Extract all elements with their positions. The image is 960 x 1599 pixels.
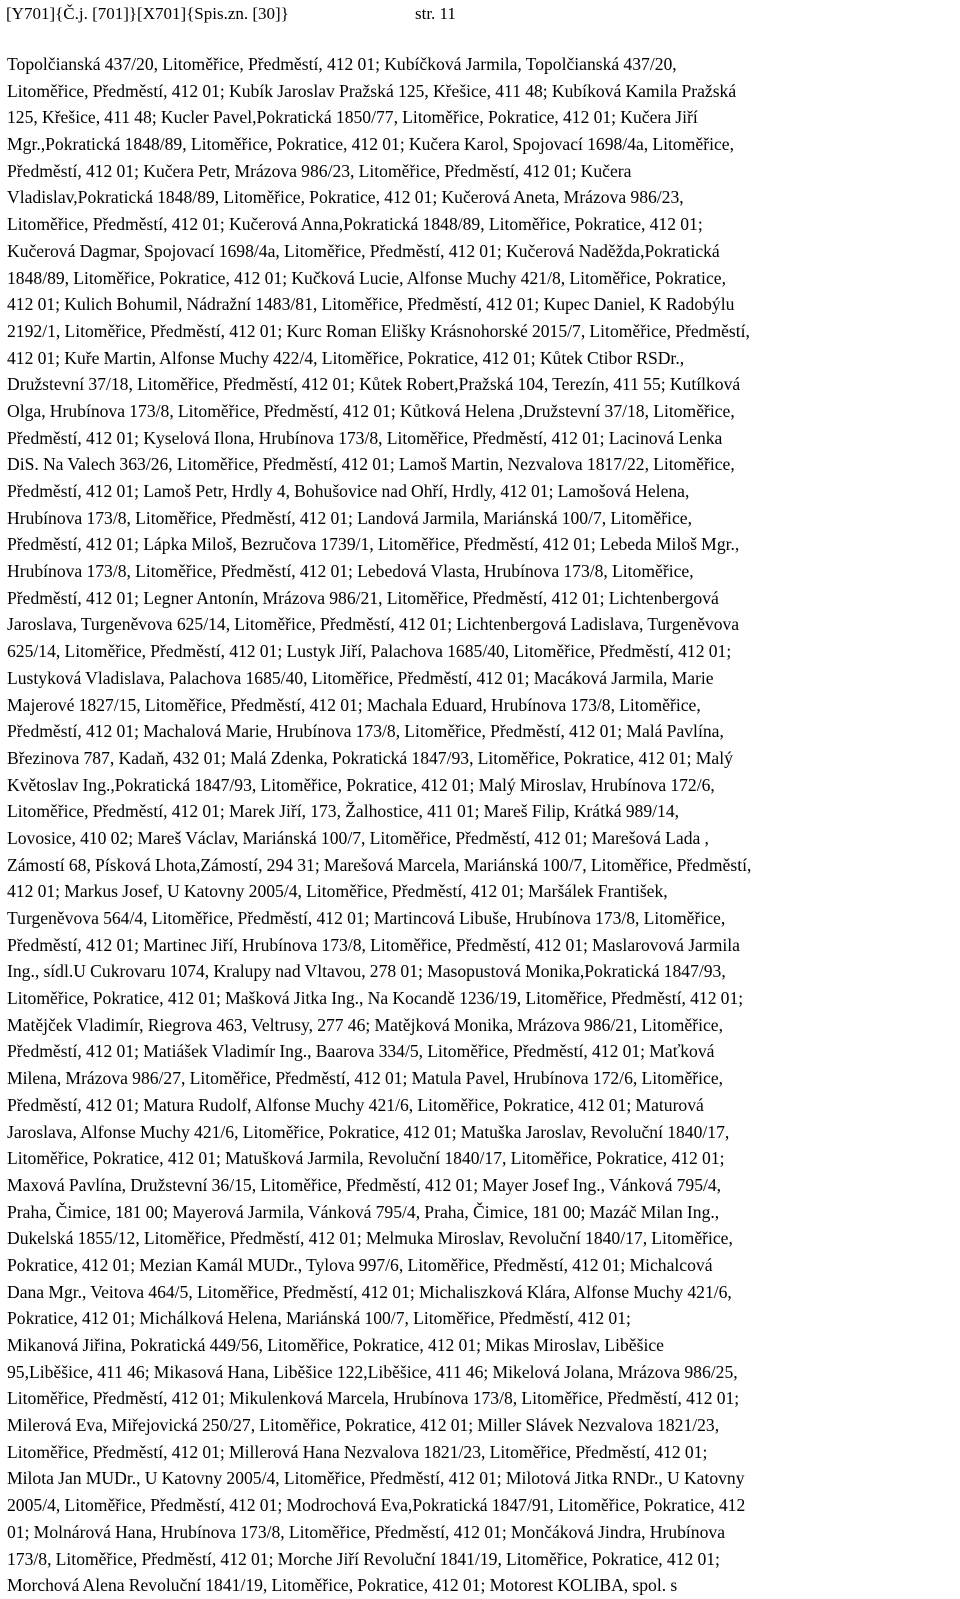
- text-line: 2005/4, Litoměřice, Předměstí, 412 01; Modrochová Eva,Pokratická 1847/91, Litoměřice, Pokratice, 412: [7, 1495, 746, 1516]
- text-line: Pokratice, 412 01; Michálková Helena, Mariánská 100/7, Litoměřice, Předměstí, 412 01;: [7, 1308, 631, 1329]
- text-line: 625/14, Litoměřice, Předměstí, 412 01; Lustyk Jiří, Palachova 1685/40, Litoměřice, Předměstí, 412 01;: [7, 641, 732, 662]
- text-line: Olga, Hrubínova 173/8, Litoměřice, Předměstí, 412 01; Kůtková Helena ,Družstevní 37/18, Litoměřice,: [7, 400, 735, 421]
- text-line: Litoměřice, Předměstí, 412 01; Kučerová Anna,Pokratická 1848/89, Litoměřice, Pokratice, 412 01;: [7, 214, 703, 235]
- text-line: Lovosice, 410 02; Mareš Václav, Mariánská 100/7, Litoměřice, Předměstí, 412 01; Marešová Lada ,: [7, 827, 709, 848]
- text-line: 412 01; Kuře Martin, Alfonse Muchy 422/4, Litoměřice, Pokratice, 412 01; Kůtek Ctibor RSDr.,: [7, 347, 685, 368]
- text-line: Majerové 1827/15, Litoměřice, Předměstí, 412 01; Machala Eduard, Hrubínova 173/8, Litoměřice,: [7, 694, 701, 715]
- text-line: Hrubínova 173/8, Litoměřice, Předměstí, 412 01; Landová Jarmila, Mariánská 100/7, Litoměřice,: [7, 507, 692, 528]
- text-line: Zámostí 68, Písková Lhota,Zámostí, 294 31; Marešová Marcela, Mariánská 100/7, Litoměřice, Předměstí,: [7, 854, 752, 875]
- text-line: Předměstí, 412 01; Lápka Miloš, Bezručova 1739/1, Litoměřice, Předměstí, 412 01; Lebeda Miloš Mgr.,: [7, 534, 740, 555]
- text-line: Litoměřice, Předměstí, 412 01; Kubík Jaroslav Pražská 125, Křešice, 411 48; Kubíková Kamila Pražská: [7, 80, 737, 101]
- text-line: Matějček Vladimír, Riegrova 463, Veltrusy, 277 46; Matějková Monika, Mrázova 986/21, Litoměřice,: [7, 1014, 723, 1035]
- text-line: Vladislav,Pokratická 1848/89, Litoměřice, Pokratice, 412 01; Kučerová Aneta, Mrázova 986/23,: [7, 187, 684, 208]
- text-line: Kučerová Dagmar, Spojovací 1698/4a, Litoměřice, Předměstí, 412 01; Kučerová Naděžda,Pokratická: [7, 240, 720, 261]
- text-line: 2192/1, Litoměřice, Předměstí, 412 01; Kurc Roman Elišky Krásnohorské 2015/7, Litoměřice, Předměstí,: [7, 320, 750, 341]
- text-line: Předměstí, 412 01; Legner Antonín, Mrázova 986/21, Litoměřice, Předměstí, 412 01; Lichtenbergová: [7, 587, 719, 608]
- text-line: Ing., sídl.U Cukrovaru 1074, Kralupy nad Vltavou, 278 01; Masopustová Monika,Pokratická 1847/93,: [7, 961, 726, 982]
- text-line: Květoslav Ing.,Pokratická 1847/93, Litoměřice, Pokratice, 412 01; Malý Miroslav, Hrubínova 172/6,: [7, 774, 715, 795]
- text-line: Předměstí, 412 01; Matiášek Vladimír Ing., Baarova 334/5, Litoměřice, Předměstí, 412 01; Maťková: [7, 1041, 715, 1062]
- text-line: Morchová Alena Revoluční 1841/19, Litoměřice, Pokratice, 412 01; Motorest KOLIBA, spol. s: [7, 1575, 678, 1596]
- page-number: str. 11: [415, 4, 456, 23]
- text-line: Lustyková Vladislava, Palachova 1685/40, Litoměřice, Předměstí, 412 01; Macáková Jarmila, Marie: [7, 667, 714, 688]
- text-line: Předměstí, 412 01; Machalová Marie, Hrubínova 173/8, Litoměřice, Předměstí, 412 01; Malá Pavlína,: [7, 721, 724, 742]
- text-line: Březinova 787, Kadaň, 432 01; Malá Zdenka, Pokratická 1847/93, Litoměřice, Pokratice, 412 01; Malý: [7, 747, 733, 768]
- text-line: 412 01; Markus Josef, U Katovny 2005/4, Litoměřice, Předměstí, 412 01; Maršálek František,: [7, 881, 668, 902]
- text-line: Litoměřice, Předměstí, 412 01; Mikulenková Marcela, Hrubínova 173/8, Litoměřice, Předměstí, 412 01;: [7, 1388, 740, 1409]
- text-line: Dukelská 1855/12, Litoměřice, Předměstí, 412 01; Melmuka Miroslav, Revoluční 1840/17, Litoměřice,: [7, 1228, 733, 1249]
- text-line: Topolčianská 437/20, Litoměřice, Předměstí, 412 01; Kubíčková Jarmila, Topolčianská 437/20,: [7, 54, 677, 74]
- text-line: Praha, Čimice, 181 00; Mayerová Jarmila, Vánková 795/4, Praha, Čimice, 181 00; Mazáč Milan Ing.,: [7, 1201, 720, 1222]
- page-header: [6, 2, 946, 26]
- text-line: Maxová Pavlína, Družstevní 36/15, Litoměřice, Předměstí, 412 01; Mayer Josef Ing., Vánková 795/4,: [7, 1174, 722, 1195]
- text-line: Litoměřice, Předměstí, 412 01; Millerová Hana Nezvalova 1821/23, Litoměřice, Předměstí, 412 01;: [7, 1441, 708, 1462]
- text-line: 125, Křešice, 411 48; Kucler Pavel,Pokratická 1850/77, Litoměřice, Pokratice, 412 01; Kučera Jiří: [7, 107, 698, 128]
- text-line: Jaroslava, Alfonse Muchy 421/6, Litoměřice, Pokratice, 412 01; Matuška Jaroslav, Revoluční 1840/17,: [7, 1121, 730, 1142]
- address-list-text: [7, 51, 953, 1599]
- text-line: Litoměřice, Předměstí, 412 01; Marek Jiří, 173, Žalhostice, 411 01; Mareš Filip, Krátká 989/14,: [7, 801, 680, 822]
- text-line: Předměstí, 412 01; Martinec Jiří, Hrubínova 173/8, Litoměřice, Předměstí, 412 01; Maslarovová Jarmila: [7, 934, 740, 955]
- text-line: Dana Mgr., Veitova 464/5, Litoměřice, Předměstí, 412 01; Michaliszková Klára, Alfonse Muchy 421/6,: [7, 1281, 732, 1302]
- text-line: Jaroslava, Turgeněvova 625/14, Litoměřice, Předměstí, 412 01; Lichtenbergová Ladislava, Turgeněvova: [7, 614, 740, 635]
- text-line: Mikanová Jiřina, Pokratická 449/56, Litoměřice, Pokratice, 412 01; Mikas Miroslav, Liběšice: [7, 1335, 664, 1355]
- text-line: Milota Jan MUDr., U Katovny 2005/4, Litoměřice, Předměstí, 412 01; Milotová Jitka RNDr., U Katovny: [7, 1468, 745, 1489]
- text-line: Mgr.,Pokratická 1848/89, Litoměřice, Pokratice, 412 01; Kučera Karol, Spojovací 1698/4a, Litoměřice,: [7, 134, 734, 155]
- text-line: Pokratice, 412 01; Mezian Kamál MUDr., Tylova 997/6, Litoměřice, Předměstí, 412 01; Michalcová: [7, 1254, 713, 1275]
- text-line: 173/8, Litoměřice, Předměstí, 412 01; Morche Jiří Revoluční 1841/19, Litoměřice, Pokratice, 412 01;: [7, 1548, 720, 1569]
- text-line: Turgeněvova 564/4, Litoměřice, Předměstí, 412 01; Martincová Libuše, Hrubínova 173/8, Litoměřice,: [7, 908, 726, 928]
- text-line: Litoměřice, Pokratice, 412 01; Mašková Jitka Ing., Na Kocandě 1236/19, Litoměřice, Předměstí, 412 01;: [7, 988, 744, 1009]
- text-line: Předměstí, 412 01; Lamoš Petr, Hrdly 4, Bohušovice nad Ohří, Hrdly, 412 01; Lamošová Helena,: [7, 481, 690, 501]
- text-line: 01; Molnárová Hana, Hrubínova 173/8, Litoměřice, Předměstí, 412 01; Mončáková Jindra, Hrubínova: [7, 1521, 726, 1542]
- text-line: Litoměřice, Pokratice, 412 01; Matušková Jarmila, Revoluční 1840/17, Litoměřice, Pokratice, 412 01;: [7, 1148, 725, 1169]
- document-reference: [Y701]{Č.j. [701]}[X701]{Spis.zn. [30]}: [6, 4, 289, 23]
- text-line: DiS. Na Valech 363/26, Litoměřice, Předměstí, 412 01; Lamoš Martin, Nezvalova 1817/22, Litoměřice,: [7, 454, 735, 475]
- text-line: Milerová Eva, Miřejovická 250/27, Litoměřice, Pokratice, 412 01; Miller Slávek Nezvalova 1821/23,: [7, 1415, 720, 1436]
- text-line: 1848/89, Litoměřice, Pokratice, 412 01; Kučková Lucie, Alfonse Muchy 421/8, Litoměřice, Pokratice,: [7, 267, 726, 288]
- text-line: Předměstí, 412 01; Matura Rudolf, Alfonse Muchy 421/6, Litoměřice, Pokratice, 412 01; Maturová: [7, 1094, 704, 1115]
- text-line: Milena, Mrázova 986/27, Litoměřice, Předměstí, 412 01; Matula Pavel, Hrubínova 172/6, Litoměřice,: [7, 1068, 724, 1089]
- text-line: Družstevní 37/18, Litoměřice, Předměstí, 412 01; Kůtek Robert,Pražská 104, Terezín, 411 55; Kutílková: [7, 374, 741, 395]
- text-line: Hrubínova 173/8, Litoměřice, Předměstí, 412 01; Lebedová Vlasta, Hrubínova 173/8, Litoměřice,: [7, 561, 694, 582]
- text-line: Předměstí, 412 01; Kyselová Ilona, Hrubínova 173/8, Litoměřice, Předměstí, 412 01; Lacinová Lenka: [7, 427, 723, 448]
- text-line: 95,Liběšice, 411 46; Mikasová Hana, Liběšice 122,Liběšice, 411 46; Mikelová Jolana, Mrázova 986/25,: [7, 1361, 738, 1382]
- text-line: Předměstí, 412 01; Kučera Petr, Mrázova 986/23, Litoměřice, Předměstí, 412 01; Kučera: [7, 160, 632, 181]
- text-line: 412 01; Kulich Bohumil, Nádražní 1483/81, Litoměřice, Předměstí, 412 01; Kupec Daniel, K Radobýlu: [7, 294, 735, 315]
